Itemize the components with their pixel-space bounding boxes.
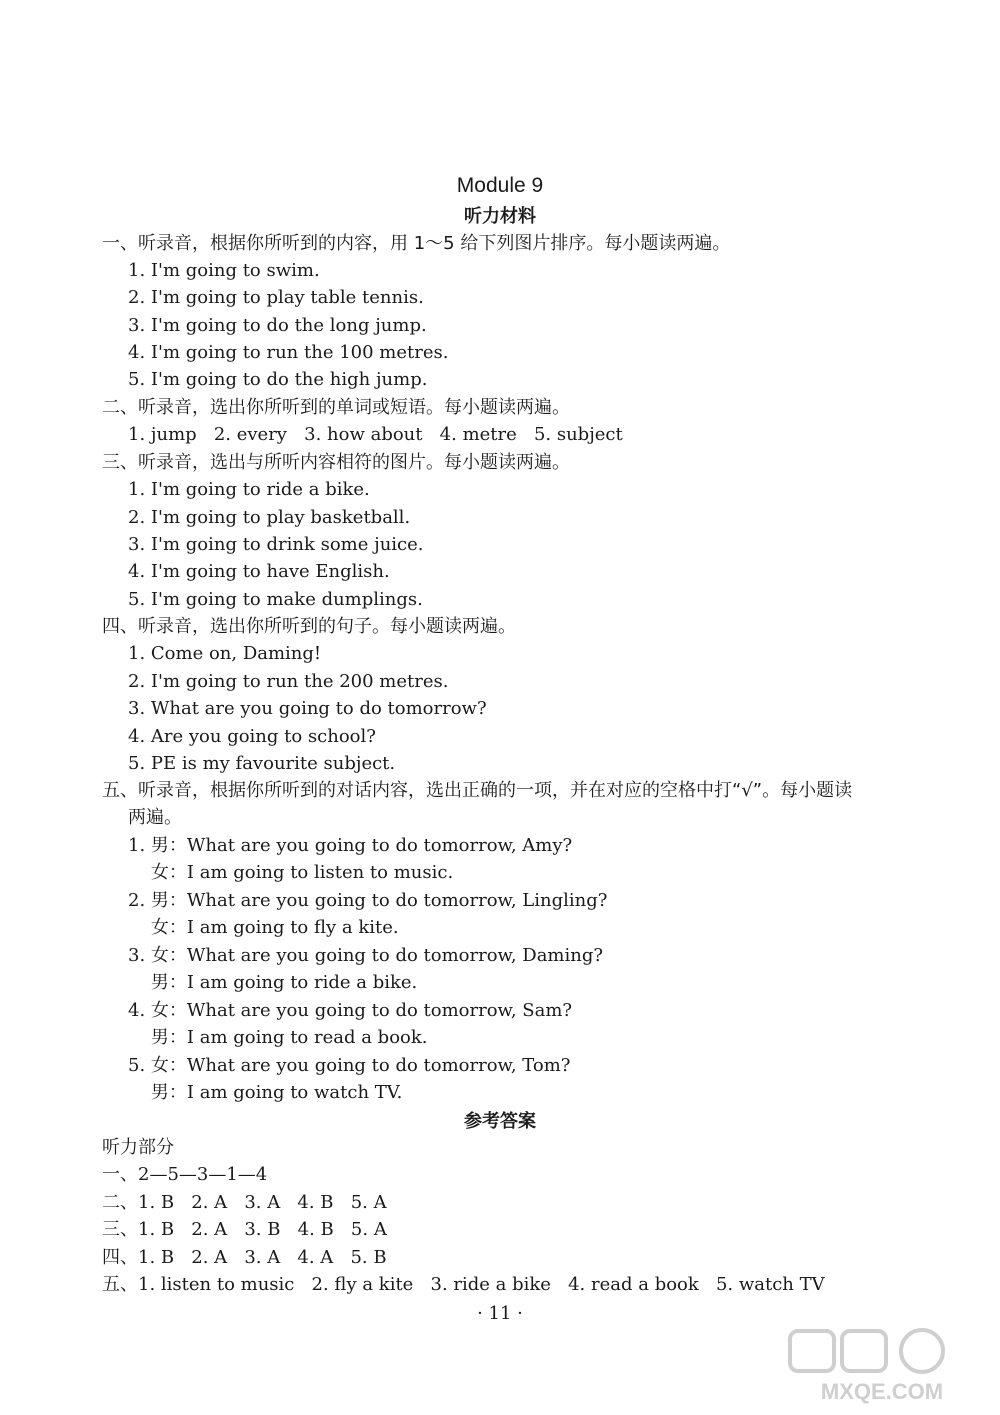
section-5-heading-cont: 两遍。 [128, 807, 182, 828]
list-item: 女：I am going to listen to music. [128, 862, 454, 883]
list-item: 2. I'm going to play basketball. [128, 507, 411, 528]
list-item: 3. I'm going to drink some juice. [128, 534, 424, 555]
watermark-url: MXQE.COM [820, 1379, 944, 1404]
answer-line: 三、1. B 2. A 3. B 4. B 5. A [102, 1219, 387, 1240]
module-title: Module 9 [456, 174, 544, 197]
list-item: 4. 女：What are you going to do tomorrow, Sam? [128, 1000, 573, 1021]
answer-line: 四、1. B 2. A 3. A 4. A 5. B [102, 1247, 387, 1268]
list-item: 1. jump 2. every 3. how about 4. metre 5. subject [128, 424, 623, 445]
list-item: 男：I am going to read a book. [128, 1027, 428, 1048]
listening-title: 听力材料 [464, 206, 536, 227]
list-item: 女：I am going to fly a kite. [128, 917, 399, 938]
list-item: 4. Are you going to school? [128, 726, 376, 747]
list-item: 2. I'm going to play table tennis. [128, 287, 424, 308]
list-item: 1. I'm going to swim. [128, 260, 320, 281]
section-1-heading: 一、听录音，根据你所听到的内容，用 1～5 给下列图片排序。每小题读两遍。 [102, 233, 731, 254]
list-item: 3. 女：What are you going to do tomorrow, Daming? [128, 945, 604, 966]
list-item: 男：I am going to ride a bike. [128, 972, 418, 993]
answer-line: 一、2—5—3—1—4 [102, 1164, 268, 1185]
section-4-heading: 四、听录音，选出你所听到的句子。每小题读两遍。 [102, 616, 516, 637]
list-item: 1. Come on, Daming! [128, 643, 322, 664]
watermark-logo [782, 1327, 982, 1407]
list-item: 2. I'm going to run the 200 metres. [128, 671, 449, 692]
list-item: 5. I'm going to do the high jump. [128, 369, 428, 390]
page-number: · 11 · [477, 1303, 523, 1324]
section-5-heading: 五、听录音，根据你所听到的对话内容，选出正确的一项，并在对应的空格中打“√”。每小题读 [102, 780, 853, 801]
list-item: 4. I'm going to have English. [128, 561, 390, 582]
list-item: 2. 男：What are you going to do tomorrow, Lingling? [128, 890, 608, 911]
answers-title: 参考答案 [464, 1111, 536, 1132]
section-2-heading: 二、听录音，选出你所听到的单词或短语。每小题读两遍。 [102, 397, 570, 418]
list-item: 3. What are you going to do tomorrow? [128, 698, 487, 719]
list-item: 5. 女：What are you going to do tomorrow, Tom? [128, 1055, 571, 1076]
answer-line: 二、1. B 2. A 3. A 4. B 5. A [102, 1192, 387, 1213]
section-3-heading: 三、听录音，选出与所听内容相符的图片。每小题读两遍。 [102, 452, 570, 473]
list-item: 1. I'm going to ride a bike. [128, 479, 370, 500]
list-item: 3. I'm going to do the long jump. [128, 315, 427, 336]
list-item: 4. I'm going to run the 100 metres. [128, 342, 449, 363]
list-item: 1. 男：What are you going to do tomorrow, Amy? [128, 835, 573, 856]
list-item: 5. PE is my favourite subject. [128, 753, 396, 774]
answer-line: 五、1. listen to music 2. fly a kite 3. ride a bike 4. read a book 5. watch TV [102, 1274, 825, 1295]
answers-section-label: 听力部分 [102, 1137, 174, 1158]
list-item: 男：I am going to watch TV. [128, 1082, 403, 1103]
list-item: 5. I'm going to make dumplings. [128, 589, 423, 610]
